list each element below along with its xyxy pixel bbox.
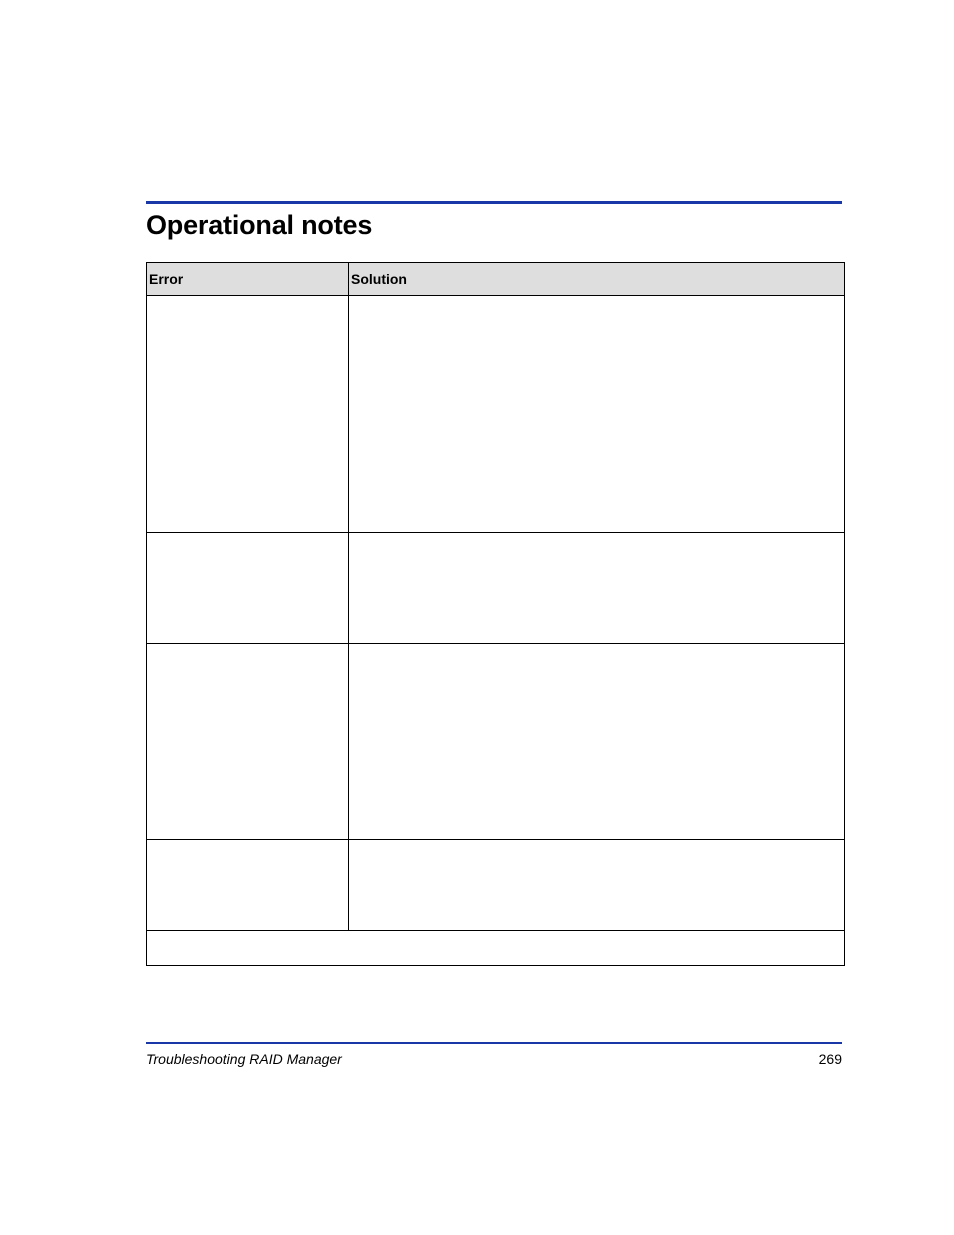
page-title: Operational notes <box>146 210 373 240</box>
footer-rule <box>146 1042 842 1044</box>
table-row <box>147 840 845 931</box>
table-row <box>147 533 845 644</box>
solution-column-header: Solution <box>349 263 845 296</box>
error-cell <box>147 644 349 840</box>
solution-cell <box>349 644 845 840</box>
solution-cell <box>349 533 845 644</box>
section-rule <box>146 201 842 204</box>
operational-notes-table <box>146 262 845 966</box>
page-number: 269 <box>818 1051 842 1067</box>
error-cell <box>147 840 349 931</box>
error-cell <box>147 533 349 644</box>
error-column-header: Error <box>147 263 349 296</box>
table-row <box>147 644 845 840</box>
footer-chapter-title: Troubleshooting RAID Manager <box>146 1051 342 1067</box>
solution-cell <box>349 296 845 533</box>
error-cell <box>147 296 349 533</box>
solution-cell <box>349 840 845 931</box>
table-footer-row <box>147 931 845 966</box>
table-note-cell <box>147 931 845 966</box>
table-row <box>147 296 845 533</box>
table-header-row <box>147 263 845 296</box>
